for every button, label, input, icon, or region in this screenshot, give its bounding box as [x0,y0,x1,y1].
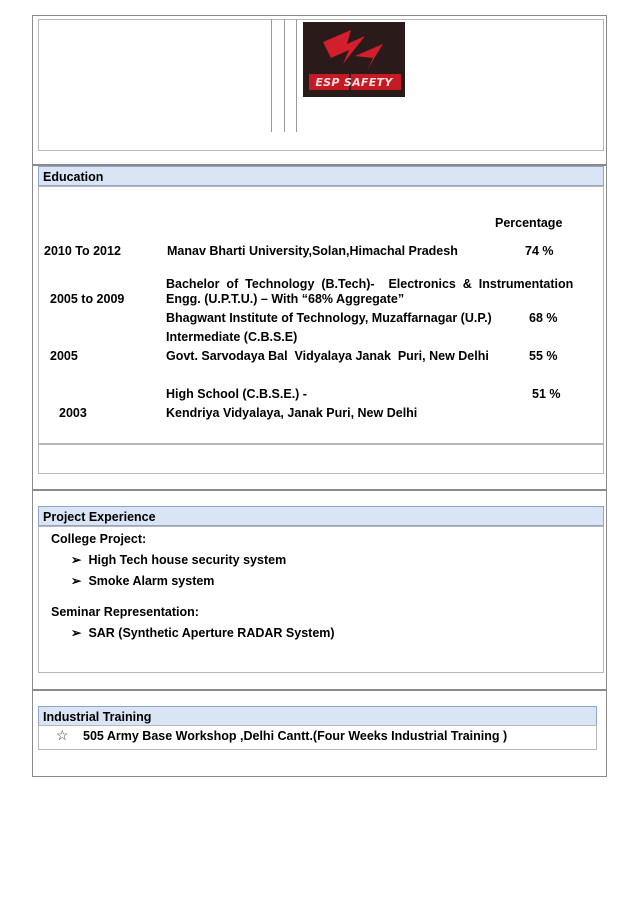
edu-detail-4a: High School (C.B.S.E.) - [166,387,307,401]
college-project-label: College Project: [51,532,147,546]
edu-detail-2c: Bhagwant Institute of Technology, Muzaffarnagar (U.P.) [166,311,492,325]
edu-detail-3b: Govt. Sarvodaya Bal Vidyalaya Janak Puri, New Delhi [166,349,489,363]
edu-year-4: 2003 [59,406,87,420]
header-divider-3 [296,19,297,132]
edu-year-2: 2005 to 2009 [50,292,125,306]
edu-pct-2: 68 % [529,311,558,325]
college-project-item [71,573,214,588]
edu-year-1: 2010 To 2012 [44,244,121,258]
header-divider-1 [271,19,272,132]
arrow-bullet-icon: ➢ [71,553,82,567]
education-footer-box [38,444,604,474]
training-heading: Industrial Training [38,706,597,726]
header-divider-2 [284,19,285,132]
esp-safety-logo [303,22,405,97]
percentage-header: Percentage [495,216,563,230]
seminar-item-label: SAR (Synthetic Aperture RADAR System) [88,626,335,640]
edu-detail-3a: Intermediate (C.B.S.E) [166,330,298,344]
edu-pct-1: 74 % [525,244,554,258]
edu-detail-2b: Engg. (U.P.T.U.) – With “68% Aggregate” [166,292,405,306]
edu-year-3: 2005 [50,349,78,363]
edu-detail-4b: Kendriya Vidyalaya, Janak Puri, New Delhi [166,406,418,420]
college-project-item-label: Smoke Alarm system [88,574,215,588]
edu-pct-4: 51 % [532,387,561,401]
education-heading: Education [38,166,604,186]
arrow-bullet-icon: ➢ [71,626,82,640]
college-project-item-label: High Tech house security system [88,553,287,567]
logo-text: ESP SAFETY [315,76,393,89]
edu-pct-3: 55 % [529,349,558,363]
training-item: 505 Army Base Workshop ,Delhi Cantt.(Four Weeks Industrial Training ) [83,729,508,743]
seminar-item [71,625,335,640]
star-bullet-icon: ☆ [56,727,69,743]
seminar-label: Seminar Representation: [51,605,199,619]
projects-content-box [38,526,604,673]
edu-detail-1: Manav Bharti University,Solan,Himachal Pradesh [167,244,458,258]
projects-heading: Project Experience [38,506,604,526]
edu-detail-2a: Bachelor of Technology (B.Tech)- Electronics & Instrumentation [166,277,574,291]
arrow-bullet-icon: ➢ [71,574,82,588]
college-project-item [71,552,286,567]
